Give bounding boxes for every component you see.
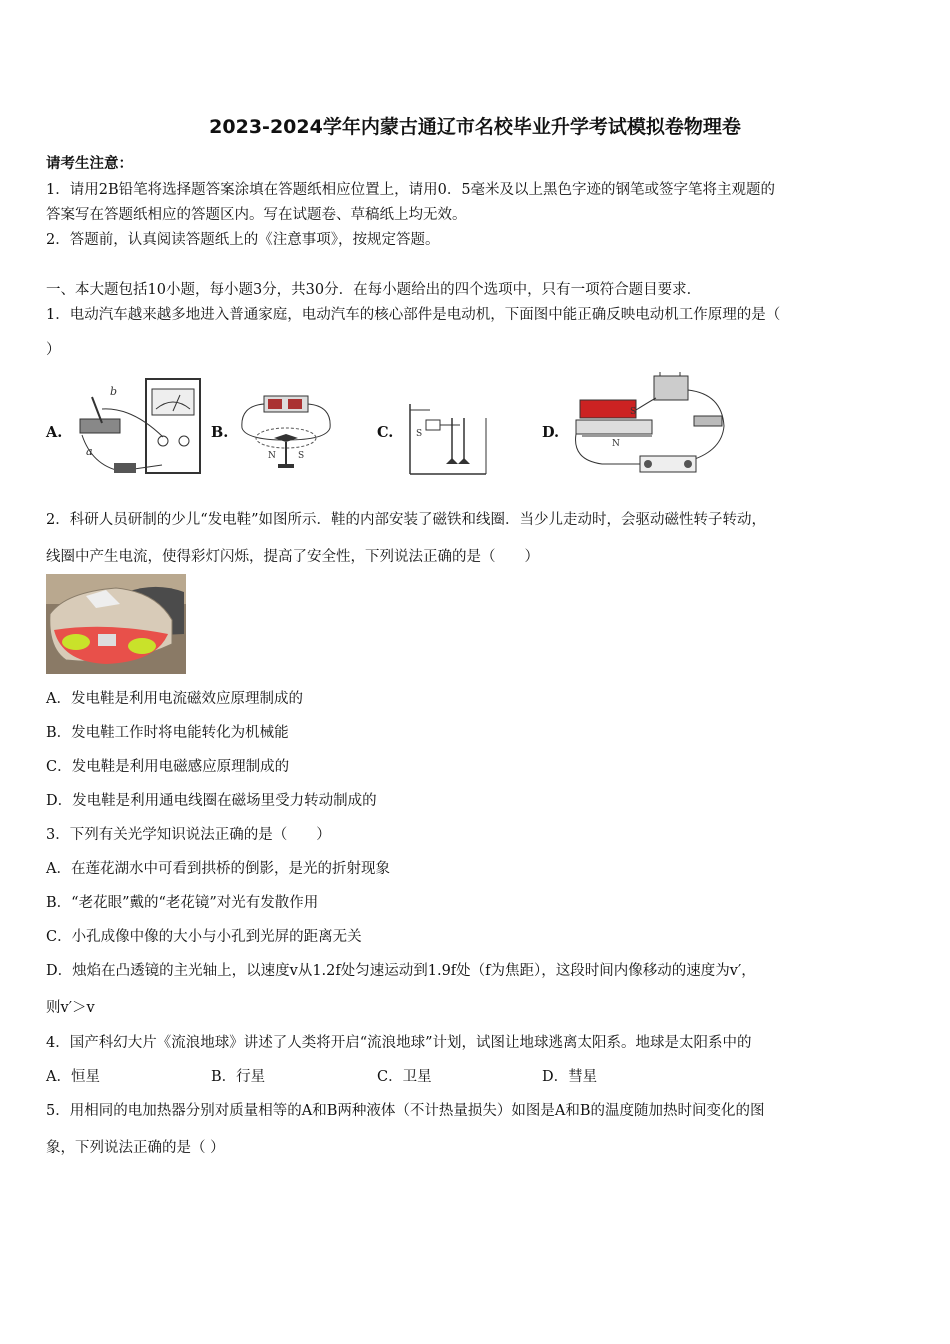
q2-shoe-image: [46, 574, 186, 674]
q1-option-d-label: D.: [542, 424, 560, 441]
fig-b-letter-n: N: [268, 451, 276, 461]
notice-line-1a: 1．请用2B铅笔将选择题答案涂填在答题纸相应位置上，请用0．5毫米及以上黑色字迹的钢笔或签字笔将主观题的: [46, 182, 776, 198]
q3-option-d-tail: 则v′＞v: [46, 1000, 95, 1016]
q1-option-a-label: A.: [46, 424, 63, 441]
q1-stem-line2: ）: [46, 342, 61, 358]
q1-figure-d: [572, 370, 732, 478]
q2-option-c: C．发电鞋是利用电磁感应原理制成的: [46, 759, 290, 775]
section-heading: 一、本大题包括10小题，每小题3分，共30分．在每小题给出的四个选项中，只有一项符合题目要求．: [46, 282, 702, 298]
q4-option-d: D．彗星: [542, 1069, 598, 1085]
notice-heading: 请考生注意：: [46, 155, 133, 172]
q3-option-d: D．烛焰在凸透镜的主光轴上，以速度v从1.2f处匀速运动到1.9f处（f为焦距），这段时间内像移动的速度为v′，: [46, 963, 756, 979]
q1-figure-a: [72, 375, 204, 481]
fig-a-letter-b: b: [110, 385, 118, 398]
q4-option-a: A．恒星: [46, 1069, 100, 1085]
q1-option-c-label: C.: [377, 424, 394, 441]
q4-option-c: C．卫星: [377, 1069, 432, 1085]
q3-stem: 3．下列有关光学知识说法正确的是（ ）: [46, 827, 331, 843]
q2-option-d: D．发电鞋是利用通电线圈在磁场里受力转动制成的: [46, 793, 377, 809]
q5-stem-line2: 象，下列说法正确的是（ ）: [46, 1140, 225, 1156]
q3-option-b: B．“老花眼”戴的“老花镜”对光有发散作用: [46, 895, 319, 911]
fig-b-letter-s: S: [298, 451, 305, 461]
fig-a-letter-a: a: [86, 445, 93, 458]
q1-figure-b: [238, 388, 334, 478]
fig-d-letter-s: S: [630, 407, 637, 417]
page-title: 2023-2024学年内蒙古通辽市名校毕业升学考试模拟卷物理卷: [209, 116, 741, 138]
q2-stem-line2: 线圈中产生电流，使得彩灯闪烁，提高了安全性，下列说法正确的是（ ）: [46, 549, 539, 565]
fig-d-letter-n: N: [612, 439, 620, 449]
q1-stem-line1: 1．电动汽车越来越多地进入普通家庭，电动汽车的核心部件是电动机，下面图中能正确反映电动机工作原理的是（: [46, 307, 781, 323]
q1-option-b-label: B.: [211, 424, 229, 441]
q4-option-b: B．行星: [211, 1069, 266, 1085]
q2-stem-line1: 2．科研人员研制的少儿“发电鞋”如图所示．鞋的内部安装了磁铁和线圈．当少儿走动时，会驱动磁性转子转动，: [46, 512, 767, 528]
q3-option-c: C．小孔成像中像的大小与小孔到光屏的距离无关: [46, 929, 362, 945]
fig-c-letter-s: S: [416, 429, 423, 439]
q3-option-a: A．在莲花湖水中可看到拱桥的倒影，是光的折射现象: [46, 861, 390, 877]
q5-stem-line1: 5．用相同的电加热器分别对质量相等的A和B两种液体（不计热量损失）如图是A和B的温度随加热时间变化的图: [46, 1103, 765, 1119]
q2-option-b: B．发电鞋工作时将电能转化为机械能: [46, 725, 289, 741]
q1-figure-c: [406, 398, 488, 478]
q4-stem: 4．国产科幻大片《流浪地球》讲述了人类将开启“流浪地球”计划，试图让地球逃离太阳系。地球是太阳系中的: [46, 1035, 752, 1051]
notice-line-2: 2．答题前，认真阅读答题纸上的《注意事项》，按规定答题。: [46, 232, 440, 248]
notice-line-1b: 答案写在答题纸相应的答题区内。写在试题卷、草稿纸上均无效。: [46, 207, 467, 223]
q2-option-a: A．发电鞋是利用电流磁效应原理制成的: [46, 691, 303, 707]
